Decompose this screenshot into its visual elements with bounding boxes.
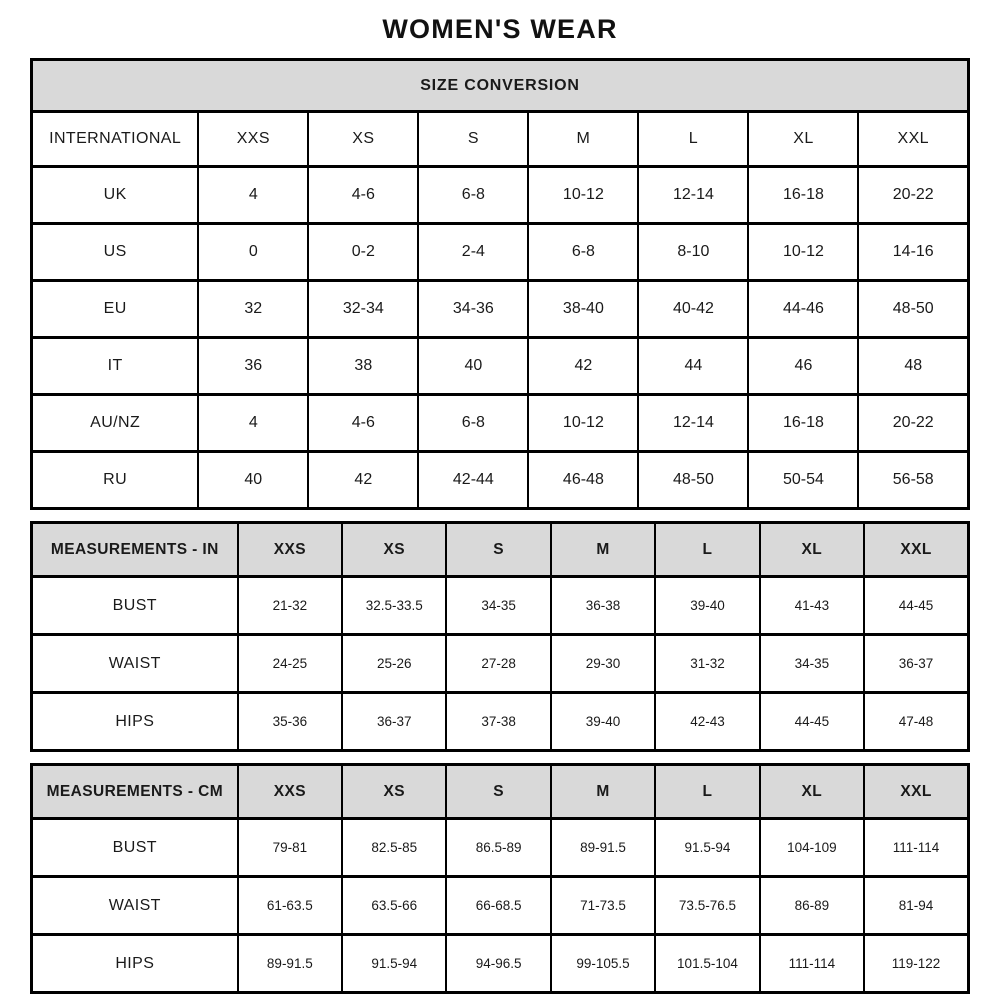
- size-value-cell: 42-43: [655, 693, 759, 751]
- size-value-cell: 42: [528, 338, 638, 395]
- column-header-m: M: [551, 523, 655, 577]
- table-row-waist: [32, 877, 969, 935]
- column-header-xxs: XXS: [238, 523, 342, 577]
- table-row-bust: [32, 577, 969, 635]
- table-row-uk: [32, 167, 969, 224]
- column-header-measurements-cm: MEASUREMENTS - CM: [32, 765, 238, 819]
- table-row-it: [32, 338, 969, 395]
- size-value-cell: 86-89: [760, 877, 864, 935]
- size-value-cell: 6-8: [418, 395, 528, 452]
- size-value-cell: 44-45: [760, 693, 864, 751]
- size-value-cell: 44-45: [864, 577, 968, 635]
- size-value-cell: 34-35: [760, 635, 864, 693]
- row-label-bust: BUST: [32, 577, 238, 635]
- table-row-bust: [32, 819, 969, 877]
- size-value-cell: 50-54: [748, 452, 858, 509]
- column-header-l: L: [655, 523, 759, 577]
- size-value-cell: 41-43: [760, 577, 864, 635]
- size-value-cell: 111-114: [864, 819, 968, 877]
- table-row-eu: [32, 281, 969, 338]
- size-value-cell: 63.5-66: [342, 877, 446, 935]
- size-value-cell: 0: [198, 224, 308, 281]
- column-header-international: INTERNATIONAL: [32, 112, 199, 167]
- column-header-s: S: [446, 523, 550, 577]
- size-value-cell: 81-94: [864, 877, 968, 935]
- column-header-s: S: [418, 112, 528, 167]
- size-value-cell: 2-4: [418, 224, 528, 281]
- size-value-cell: 46: [748, 338, 858, 395]
- size-value-cell: 111-114: [760, 935, 864, 993]
- size-value-cell: 82.5-85: [342, 819, 446, 877]
- column-header-xl: XL: [760, 765, 864, 819]
- size-value-cell: 44-46: [748, 281, 858, 338]
- size-conversion-table: [30, 58, 970, 510]
- size-value-cell: 6-8: [418, 167, 528, 224]
- size-value-cell: 37-38: [446, 693, 550, 751]
- size-value-cell: 39-40: [655, 577, 759, 635]
- measurements-in-table: [30, 521, 970, 752]
- size-value-cell: 14-16: [858, 224, 968, 281]
- size-conversion-band-header: SIZE CONVERSION: [32, 60, 969, 112]
- size-value-cell: 86.5-89: [446, 819, 550, 877]
- size-value-cell: 91.5-94: [342, 935, 446, 993]
- size-value-cell: 6-8: [528, 224, 638, 281]
- size-value-cell: 29-30: [551, 635, 655, 693]
- size-value-cell: 42-44: [418, 452, 528, 509]
- size-value-cell: 40-42: [638, 281, 748, 338]
- size-value-cell: 25-26: [342, 635, 446, 693]
- size-value-cell: 47-48: [864, 693, 968, 751]
- size-value-cell: 38: [308, 338, 418, 395]
- column-header-xs: XS: [308, 112, 418, 167]
- table-row-waist: [32, 635, 969, 693]
- size-value-cell: 36-38: [551, 577, 655, 635]
- size-value-cell: 38-40: [528, 281, 638, 338]
- size-value-cell: 10-12: [748, 224, 858, 281]
- size-value-cell: 44: [638, 338, 748, 395]
- column-header-xl: XL: [760, 523, 864, 577]
- size-value-cell: 48: [858, 338, 968, 395]
- column-header-xxs: XXS: [198, 112, 308, 167]
- row-label-waist: WAIST: [32, 635, 238, 693]
- row-label-bust: BUST: [32, 819, 238, 877]
- size-value-cell: 4: [198, 395, 308, 452]
- column-header-l: L: [655, 765, 759, 819]
- column-header-xs: XS: [342, 523, 446, 577]
- size-value-cell: 48-50: [638, 452, 748, 509]
- size-value-cell: 20-22: [858, 167, 968, 224]
- size-value-cell: 10-12: [528, 167, 638, 224]
- size-value-cell: 31-32: [655, 635, 759, 693]
- row-label-waist: WAIST: [32, 877, 238, 935]
- size-value-cell: 21-32: [238, 577, 342, 635]
- size-value-cell: 36-37: [864, 635, 968, 693]
- size-value-cell: 36: [198, 338, 308, 395]
- column-header-measurements-in: MEASUREMENTS - IN: [32, 523, 238, 577]
- size-value-cell: 46-48: [528, 452, 638, 509]
- size-value-cell: 101.5-104: [655, 935, 759, 993]
- size-value-cell: 4-6: [308, 395, 418, 452]
- row-label-hips: HIPS: [32, 693, 238, 751]
- column-header-m: M: [528, 112, 638, 167]
- row-label-hips: HIPS: [32, 935, 238, 993]
- column-header-xl: XL: [748, 112, 858, 167]
- column-header-xxs: XXS: [238, 765, 342, 819]
- size-value-cell: 34-35: [446, 577, 550, 635]
- row-label-au-nz: AU/NZ: [32, 395, 199, 452]
- size-value-cell: 40: [198, 452, 308, 509]
- column-header-xxl: XXL: [858, 112, 968, 167]
- size-value-cell: 10-12: [528, 395, 638, 452]
- row-label-it: IT: [32, 338, 199, 395]
- size-value-cell: 0-2: [308, 224, 418, 281]
- size-value-cell: 91.5-94: [655, 819, 759, 877]
- size-value-cell: 48-50: [858, 281, 968, 338]
- size-value-cell: 42: [308, 452, 418, 509]
- size-value-cell: 104-109: [760, 819, 864, 877]
- table-row-us: [32, 224, 969, 281]
- size-value-cell: 8-10: [638, 224, 748, 281]
- column-header-xxl: XXL: [864, 765, 968, 819]
- size-value-cell: 12-14: [638, 167, 748, 224]
- size-value-cell: 34-36: [418, 281, 528, 338]
- size-value-cell: 66-68.5: [446, 877, 550, 935]
- row-label-us: US: [32, 224, 199, 281]
- size-value-cell: 32: [198, 281, 308, 338]
- size-value-cell: 56-58: [858, 452, 968, 509]
- size-value-cell: 20-22: [858, 395, 968, 452]
- column-header-m: M: [551, 765, 655, 819]
- size-value-cell: 32.5-33.5: [342, 577, 446, 635]
- column-header-xxl: XXL: [864, 523, 968, 577]
- row-label-eu: EU: [32, 281, 199, 338]
- size-value-cell: 89-91.5: [238, 935, 342, 993]
- table-row-hips: [32, 693, 969, 751]
- column-header-s: S: [446, 765, 550, 819]
- table-row-ru: [32, 452, 969, 509]
- size-value-cell: 12-14: [638, 395, 748, 452]
- table-row-au-nz: [32, 395, 969, 452]
- page-title: WOMEN'S WEAR: [382, 14, 618, 44]
- measurements-cm-table: [30, 763, 970, 994]
- size-value-cell: 79-81: [238, 819, 342, 877]
- size-value-cell: 4-6: [308, 167, 418, 224]
- size-value-cell: 32-34: [308, 281, 418, 338]
- size-value-cell: 39-40: [551, 693, 655, 751]
- size-value-cell: 89-91.5: [551, 819, 655, 877]
- size-value-cell: 16-18: [748, 395, 858, 452]
- size-value-cell: 35-36: [238, 693, 342, 751]
- size-value-cell: 119-122: [864, 935, 968, 993]
- size-value-cell: 16-18: [748, 167, 858, 224]
- size-value-cell: 99-105.5: [551, 935, 655, 993]
- column-header-xs: XS: [342, 765, 446, 819]
- size-value-cell: 73.5-76.5: [655, 877, 759, 935]
- size-value-cell: 40: [418, 338, 528, 395]
- size-value-cell: 94-96.5: [446, 935, 550, 993]
- size-value-cell: 61-63.5: [238, 877, 342, 935]
- size-value-cell: 4: [198, 167, 308, 224]
- size-value-cell: 71-73.5: [551, 877, 655, 935]
- size-value-cell: 36-37: [342, 693, 446, 751]
- column-header-l: L: [638, 112, 748, 167]
- row-label-ru: RU: [32, 452, 199, 509]
- table-row-hips: [32, 935, 969, 993]
- size-value-cell: 27-28: [446, 635, 550, 693]
- size-value-cell: 24-25: [238, 635, 342, 693]
- row-label-uk: UK: [32, 167, 199, 224]
